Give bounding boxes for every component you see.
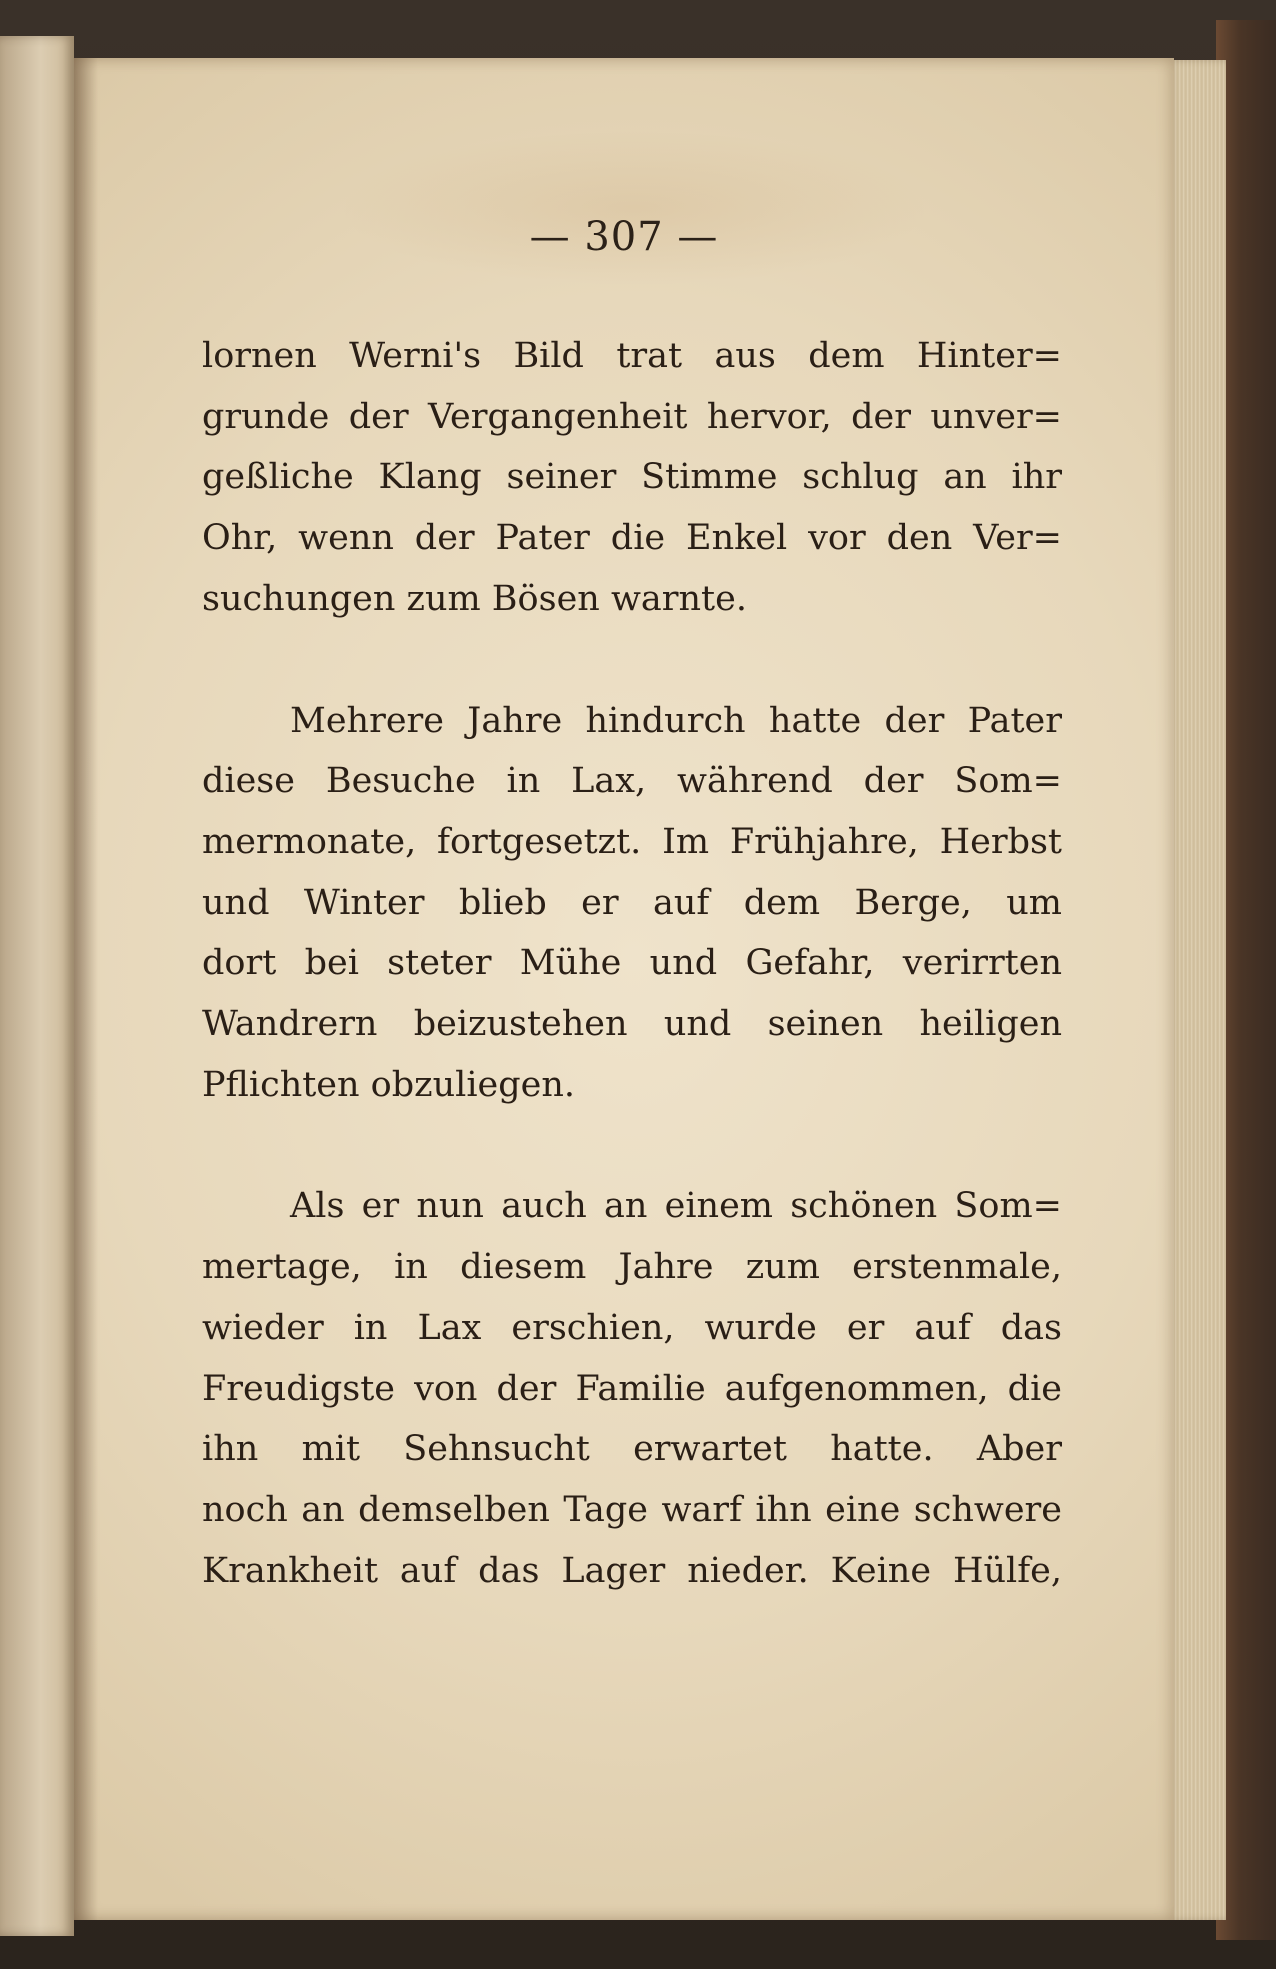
- gutter-shadow: [74, 58, 98, 1920]
- text-line: mertage, in diesem Jahre zum erstenmale,: [202, 1247, 1062, 1288]
- text-line: geßliche Klang seiner Stimme schlug an ihr: [202, 457, 1062, 498]
- text-line: suchungen zum Bösen warnte.: [202, 578, 747, 619]
- text-line: Wandrern beizustehen und seinen heiligen: [202, 1004, 1062, 1045]
- page-block-edges: [1168, 60, 1226, 1920]
- text-line: dort bei steter Mühe und Gefahr, verirrten: [202, 943, 1062, 984]
- text-line: Freudigste von der Familie aufgenommen, die: [202, 1368, 1062, 1409]
- text-line: noch an demselben Tage warf ihn eine schwere: [202, 1489, 1062, 1530]
- text-line: mermonate, fortgesetzt. Im Frühjahre, Herbst: [202, 821, 1062, 862]
- text-line: lornen Werni's Bild trat aus dem Hinter=: [202, 336, 1062, 376]
- text-line: ihn mit Sehnsucht erwartet hatte. Aber: [202, 1429, 1062, 1470]
- previous-page-edge: [0, 36, 74, 1936]
- page-body: [202, 326, 1062, 1601]
- text-line: Mehrere Jahre hindurch hatte der Pater: [290, 700, 1062, 741]
- paragraph-3: [202, 1176, 1062, 1601]
- text-line: Ohr, wenn der Pater die Enkel vor den Ver=: [202, 518, 1062, 559]
- text-line: Pflichten obzuliegen.: [202, 1064, 576, 1105]
- paragraph-gap: [202, 630, 1062, 691]
- text-line: diese Besuche in Lax, während der Som=: [202, 761, 1062, 802]
- book-page: [74, 58, 1174, 1920]
- paragraph-1: [202, 326, 1062, 630]
- text-line: und Winter blieb er auf dem Berge, um: [202, 882, 1062, 923]
- page-number: — 307 —: [529, 214, 719, 260]
- text-line: wieder in Lax erschien, wurde er auf das: [202, 1307, 1062, 1348]
- text-line: Krankheit auf das Lager nieder. Keine Hülfe,: [202, 1550, 1062, 1591]
- text-line: grunde der Vergangenheit hervor, der unver=: [202, 396, 1062, 437]
- text-line: Als er nun auch an einem schönen Som=: [290, 1186, 1062, 1227]
- paragraph-2: [202, 691, 1062, 1116]
- paragraph-gap: [202, 1115, 1062, 1176]
